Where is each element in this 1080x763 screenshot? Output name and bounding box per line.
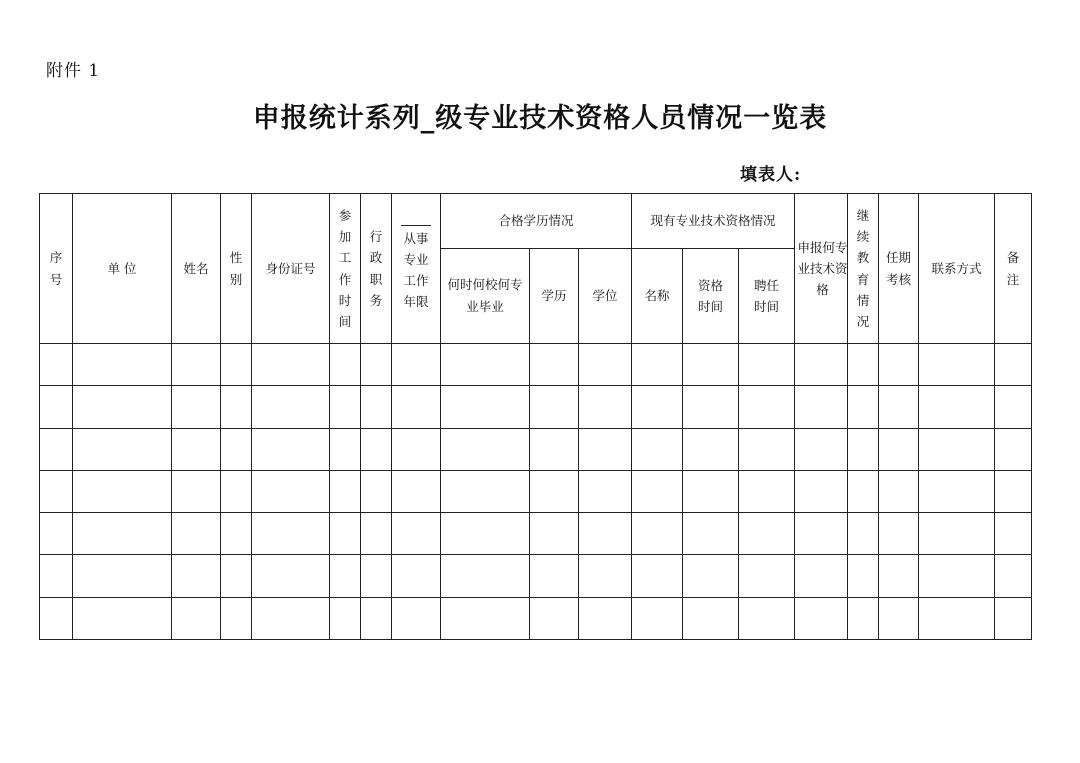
table-cell xyxy=(739,470,795,512)
table-cell xyxy=(73,555,172,597)
table-cell xyxy=(530,597,579,639)
col-header-edu-graduation: 何时何校何专业毕业 xyxy=(441,249,530,344)
col-header-unit: 单 位 xyxy=(73,194,172,344)
table-cell xyxy=(632,597,683,639)
table-cell xyxy=(221,428,252,470)
table-cell xyxy=(879,597,919,639)
table-cell xyxy=(252,555,330,597)
table-cell xyxy=(330,513,361,555)
table-cell xyxy=(995,344,1032,386)
table-cell xyxy=(330,344,361,386)
table-cell xyxy=(172,428,221,470)
table-cell xyxy=(632,386,683,428)
col-header-contact: 联系方式 xyxy=(919,194,995,344)
table-cell xyxy=(795,386,848,428)
table-cell xyxy=(221,513,252,555)
table-cell xyxy=(252,470,330,512)
table-cell xyxy=(919,555,995,597)
table-cell xyxy=(361,428,392,470)
table-cell xyxy=(530,470,579,512)
table-cell xyxy=(795,470,848,512)
table-cell xyxy=(795,428,848,470)
table-cell xyxy=(632,344,683,386)
table-cell xyxy=(683,597,739,639)
col-header-admin-post: 行政职务 xyxy=(361,194,392,344)
col-header-term-assessment: 任期考核 xyxy=(879,194,919,344)
table-row xyxy=(40,597,1032,639)
table-cell xyxy=(330,428,361,470)
table-cell xyxy=(252,344,330,386)
col-header-edu-degree-level: 学历 xyxy=(530,249,579,344)
table-cell xyxy=(530,513,579,555)
table-row xyxy=(40,555,1032,597)
table-cell xyxy=(172,386,221,428)
table-cell xyxy=(795,344,848,386)
table-cell xyxy=(632,513,683,555)
table-cell xyxy=(252,428,330,470)
table-cell xyxy=(392,470,441,512)
table-cell xyxy=(919,513,995,555)
table-cell xyxy=(330,597,361,639)
table-cell xyxy=(739,344,795,386)
table-cell xyxy=(632,428,683,470)
table-cell xyxy=(73,428,172,470)
table-cell xyxy=(392,555,441,597)
table-cell xyxy=(683,513,739,555)
col-header-remarks: 备注 xyxy=(995,194,1032,344)
table-cell xyxy=(330,470,361,512)
table-cell xyxy=(530,555,579,597)
table-cell xyxy=(579,513,632,555)
col-header-qual-name: 名称 xyxy=(632,249,683,344)
table-cell xyxy=(361,470,392,512)
table-row xyxy=(40,386,1032,428)
table-cell xyxy=(739,428,795,470)
table-cell xyxy=(361,386,392,428)
table-cell xyxy=(392,344,441,386)
table-cell xyxy=(995,470,1032,512)
table-cell xyxy=(530,428,579,470)
attachment-label: 附件 1 xyxy=(46,61,101,81)
table-cell xyxy=(252,513,330,555)
table-cell xyxy=(579,428,632,470)
col-header-continuing-edu: 继续教育情况 xyxy=(848,194,879,344)
table-cell xyxy=(683,386,739,428)
table-cell xyxy=(73,597,172,639)
table-cell xyxy=(739,597,795,639)
table-cell xyxy=(73,513,172,555)
personnel-table xyxy=(39,193,1032,640)
table-cell xyxy=(330,386,361,428)
table-cell xyxy=(73,470,172,512)
table-row xyxy=(40,513,1032,555)
table-cell xyxy=(879,513,919,555)
table-cell xyxy=(995,428,1032,470)
table-cell xyxy=(221,470,252,512)
table-cell xyxy=(739,513,795,555)
table-cell xyxy=(40,344,73,386)
table-cell xyxy=(683,555,739,597)
table-cell xyxy=(530,344,579,386)
table-cell xyxy=(795,555,848,597)
table-cell xyxy=(172,555,221,597)
table-cell xyxy=(441,513,530,555)
table-cell xyxy=(579,597,632,639)
table-body xyxy=(40,344,1032,640)
table-cell xyxy=(739,386,795,428)
table-cell xyxy=(632,470,683,512)
table-cell xyxy=(579,344,632,386)
table-cell xyxy=(919,428,995,470)
table-cell xyxy=(579,470,632,512)
table-cell xyxy=(795,597,848,639)
table-row xyxy=(40,344,1032,386)
table-cell xyxy=(683,428,739,470)
filler-label: 填表人: xyxy=(740,165,802,185)
table-cell xyxy=(683,344,739,386)
table-row xyxy=(40,428,1032,470)
table-cell xyxy=(221,597,252,639)
table-cell xyxy=(330,555,361,597)
table-cell xyxy=(848,386,879,428)
col-header-seq: 序号 xyxy=(40,194,73,344)
col-header-work-start: 参加工作时间 xyxy=(330,194,361,344)
col-header-qual-hire-time: 聘任时间 xyxy=(739,249,795,344)
table-cell xyxy=(441,597,530,639)
table-cell xyxy=(848,470,879,512)
table-cell xyxy=(172,597,221,639)
table-cell xyxy=(441,428,530,470)
col-header-years-in-field: 从事专业工作年限 xyxy=(392,194,441,344)
table-cell xyxy=(579,555,632,597)
col-group-qualification: 现有专业技术资格情况 xyxy=(632,194,795,249)
col-header-id-number: 身份证号 xyxy=(252,194,330,344)
table-cell xyxy=(40,428,73,470)
table-cell xyxy=(879,428,919,470)
table-cell xyxy=(995,555,1032,597)
table-cell xyxy=(795,513,848,555)
table-cell xyxy=(919,470,995,512)
table-cell xyxy=(40,513,73,555)
table-cell xyxy=(579,386,632,428)
table-cell xyxy=(172,470,221,512)
table-cell xyxy=(441,344,530,386)
table-cell xyxy=(739,555,795,597)
table-row xyxy=(40,470,1032,512)
table-cell xyxy=(172,513,221,555)
page-title: 申报统计系列_级专业技术资格人员情况一览表 xyxy=(252,103,828,134)
table-cell xyxy=(361,344,392,386)
table-cell xyxy=(848,344,879,386)
table-cell xyxy=(40,555,73,597)
table-cell xyxy=(879,344,919,386)
table-cell xyxy=(361,597,392,639)
table-cell xyxy=(995,597,1032,639)
table-cell xyxy=(40,470,73,512)
table-cell xyxy=(441,555,530,597)
col-header-edu-degree: 学位 xyxy=(579,249,632,344)
table-cell xyxy=(848,513,879,555)
table-cell xyxy=(252,386,330,428)
table-cell xyxy=(221,344,252,386)
table-cell xyxy=(392,428,441,470)
table-cell xyxy=(441,386,530,428)
table-cell xyxy=(40,597,73,639)
table-cell xyxy=(361,513,392,555)
table-cell xyxy=(848,597,879,639)
table-cell xyxy=(683,470,739,512)
table-cell xyxy=(392,597,441,639)
table-cell xyxy=(995,513,1032,555)
col-header-gender: 性别 xyxy=(221,194,252,344)
table-cell xyxy=(252,597,330,639)
table-cell xyxy=(919,344,995,386)
col-header-qual-time: 资格时间 xyxy=(683,249,739,344)
table-cell xyxy=(879,470,919,512)
table-cell xyxy=(221,386,252,428)
table-cell xyxy=(40,386,73,428)
table-cell xyxy=(73,386,172,428)
table-cell xyxy=(392,513,441,555)
table-cell xyxy=(995,386,1032,428)
table-cell xyxy=(848,428,879,470)
table-cell xyxy=(530,386,579,428)
table-cell xyxy=(441,470,530,512)
table-cell xyxy=(632,555,683,597)
table-cell xyxy=(919,386,995,428)
col-header-apply-qual: 申报何专业技术资格 xyxy=(795,194,848,344)
table-cell xyxy=(73,344,172,386)
table-cell xyxy=(848,555,879,597)
table-cell xyxy=(879,386,919,428)
table-cell xyxy=(919,597,995,639)
table-cell xyxy=(361,555,392,597)
col-header-name: 姓名 xyxy=(172,194,221,344)
table-cell xyxy=(221,555,252,597)
col-group-education: 合格学历情况 xyxy=(441,194,632,249)
table-cell xyxy=(392,386,441,428)
table-cell xyxy=(879,555,919,597)
table-cell xyxy=(172,344,221,386)
